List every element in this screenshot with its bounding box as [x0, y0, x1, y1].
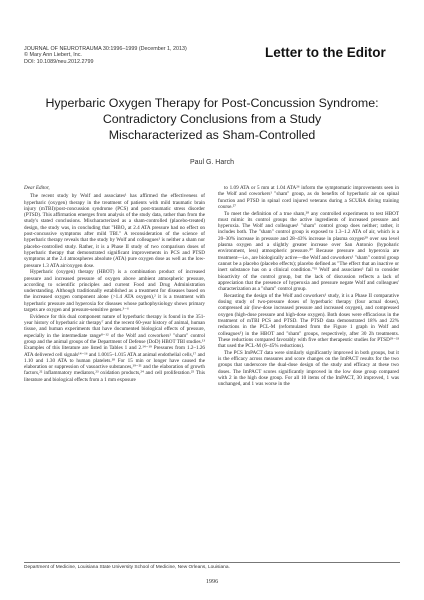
- article-title: [24, 95, 400, 143]
- section-heading: Letter to the Editor: [265, 45, 386, 60]
- paragraph: Evidence for this dual component nature of hyperbaric therapy is found in the 351-year history of hyperbaric air therapy⁷ and the recent 60-year history of animal, human tissue, and human experiments that have documented biological effects of pressure, especially in the intermediate range⁸⁻¹² of the Wolf and coworkers¹ "sham" control group and the animal groups of the Department of Defense (DoD) HBOT TBI studies.¹³ Examples of this literature are listed in Tables 1 and 2.¹⁴⁻¹⁹ Pressures from 1.2–1.26 ATA delivered cell signals¹⁴⁻¹⁶ and 1.0015–1.015 ATA at animal endothelial cells,¹⁷ and 1.10 and 1.30 ATA to human platelets.¹⁸ For 15 min or longer have caused the elaboration or suppression of vasoactive substances,¹⁹⁻²¹ and the elaboration of growth factors,²² inflammatory mediators,²³ oxidation products,²⁴ and cell proliferation.²⁵ This literature and biological effects from a 1 mm exposure: [24, 313, 205, 383]
- author-affiliation: Department of Medicine, Louisiana State University School of Medicine, New Orleans, Louisiana.: [24, 565, 230, 570]
- salutation: Dear Editor,: [24, 185, 50, 191]
- right-column: [218, 185, 399, 568]
- journal-citation: JOURNAL OF NEUROTRAUMA 30:1996–1999 (December 1, 2013): [24, 46, 187, 52]
- footnote-divider: [24, 562, 400, 563]
- paragraph: Hyperbaric (oxygen) therapy (HBOT) is a combination product of increased pressure and increased pressure of oxygen above ambient atmospheric pressure, according to scientific principles and current Food and Drug Administration understanding. Although traditionally established as a treatment for diseases based on the increased oxygen component alone (>1.4 ATA oxygen),² it is a treatment with hyperbaric pressure and hyperoxia for diseases whose pathophysiology shows primary targets are oxygen and pressure-sensitive genes.³⁻⁶: [24, 269, 205, 314]
- author-name: Paul G. Harch: [190, 159, 234, 166]
- paragraph: Recasting the design of the Wolf and coworkers¹ study, it is a Phase II comparative dosing study of two-pressure doses of hyperbaric therapy (four actual doses), compressed air (low-dose increased pressure and increased oxygen), and compressed oxygen (high-dose pressure and high-dose oxygen). Both doses were efficacious in the treatment of mTBI PCS and PTSD. The PTSD data demonstrated 18% and 22% reductions in the PCL-M (reformulated from the Figure 1 graph in Wolf and colleagues¹) in the HBOT and "sham" groups, respectively, after 30 2h treatments. These reductions compared favorably with five other therapeutic studies for PTSD²⁹⁻³³ that used the PCL-M (6–45% reductions).: [218, 292, 399, 350]
- journal-doi: DOI: 10.1089/neu.2012.2799: [24, 58, 94, 65]
- paragraph: The recent study by Wolf and associates¹ has affirmed the effectiveness of hyperbaric (oxygen) therapy in the treatment of patients with mild traumatic brain injury (mTBI)/post-concussion syndrome (PCS) and post-traumatic stress disorder (PTSD). This affirmation emerges from analysis of the study data, rather than from the study's stated conclusions. Mischaracterized as a sham-controlled (placebo-treated) design, the study was, in concluding that "HBO₂ at 2.4 ATA pressure had no effect on post-concussive symptoms after mild TBI." A reconsideration of the science of hyperbaric therapy reveals that the study by Wolf and colleagues¹ is neither a sham nor placebo-controlled study. Rather, it is a Phase II study of two comparison doses of hyperbaric therapy that demonstrated significant improvements in PCS and PTSD symptoms at the 2.4 atmospheres absolute (ATA) pure oxygen dose as well as the low-pressure 1.3 ATA air/oxygen dose.: [24, 193, 205, 269]
- journal-header: [24, 46, 224, 65]
- paragraph: to 1.09 ATA or 5 mm at 1.04 ATA²⁶ inform the symptomatic improvements seen in the Wolf and coworkers¹ "sham" group, as do benefits of hyperbaric air on spinal function and PTSD in spinal cord injured veterans during a SCUBA diving training course.²⁷: [218, 185, 399, 210]
- paragraph: The PCS ImPACT data were similarly significantly improved in both groups, but it is the efficacy across measures and score changes on the ImPACT results for the two groups that underscore the dual-dose design of the study and efficacy at these two doses. The ImPACT scores significantly improved in the low dose group compared with 2 in the high dose group. For all 10 items of the ImPACT, 30 improved, 1 was unchanged, and 1 was worse in the: [218, 349, 399, 388]
- title-line: Hyperbaric Oxygen Therapy for Post-Concussion Syndrome:: [45, 96, 379, 110]
- left-column: [24, 185, 205, 568]
- title-line: Mischaracterized as Sham-Controlled: [108, 128, 316, 142]
- paragraph: To meet the definition of a true sham,²⁸ any controlled experiments to test HBOT must mimic its control groups the active ingredients of increased pressure and hyperoxia. The Wolf and colleagues¹ "sham" control group does neither; rather, it includes both. The "sham" control group is exposed to 1.3–1.2 ATA of air, which is a 20–30% increase in pressure and 28–43% increase in plasma oxygen²⁹ over sea level plasma oxygen and a slightly greater increase over San Antonio (hypobaric environment, less) atmospheric pressure.³⁰ Because pressure and hyperoxia are treatment—i.e., are biologically active—the Wolf and coworkers¹ "sham" control group cannot be a placebo (placebo effects); placebo defined as "The effect that an inactive or inert substance has on a clinical condition."³¹ Wolf and associates¹ fail to consider bioactivity of the control group, but the lack of discussion reflects a lack of appreciation that the presence of hyperoxia and pressure negate Wolf and colleagues' characterization as a "sham" control group.: [218, 210, 399, 293]
- journal-copyright: © Mary Ann Liebert, Inc.: [24, 52, 82, 59]
- page-number: 1996: [205, 578, 219, 585]
- title-line: Contradictory Conclusions from a Study: [102, 112, 322, 126]
